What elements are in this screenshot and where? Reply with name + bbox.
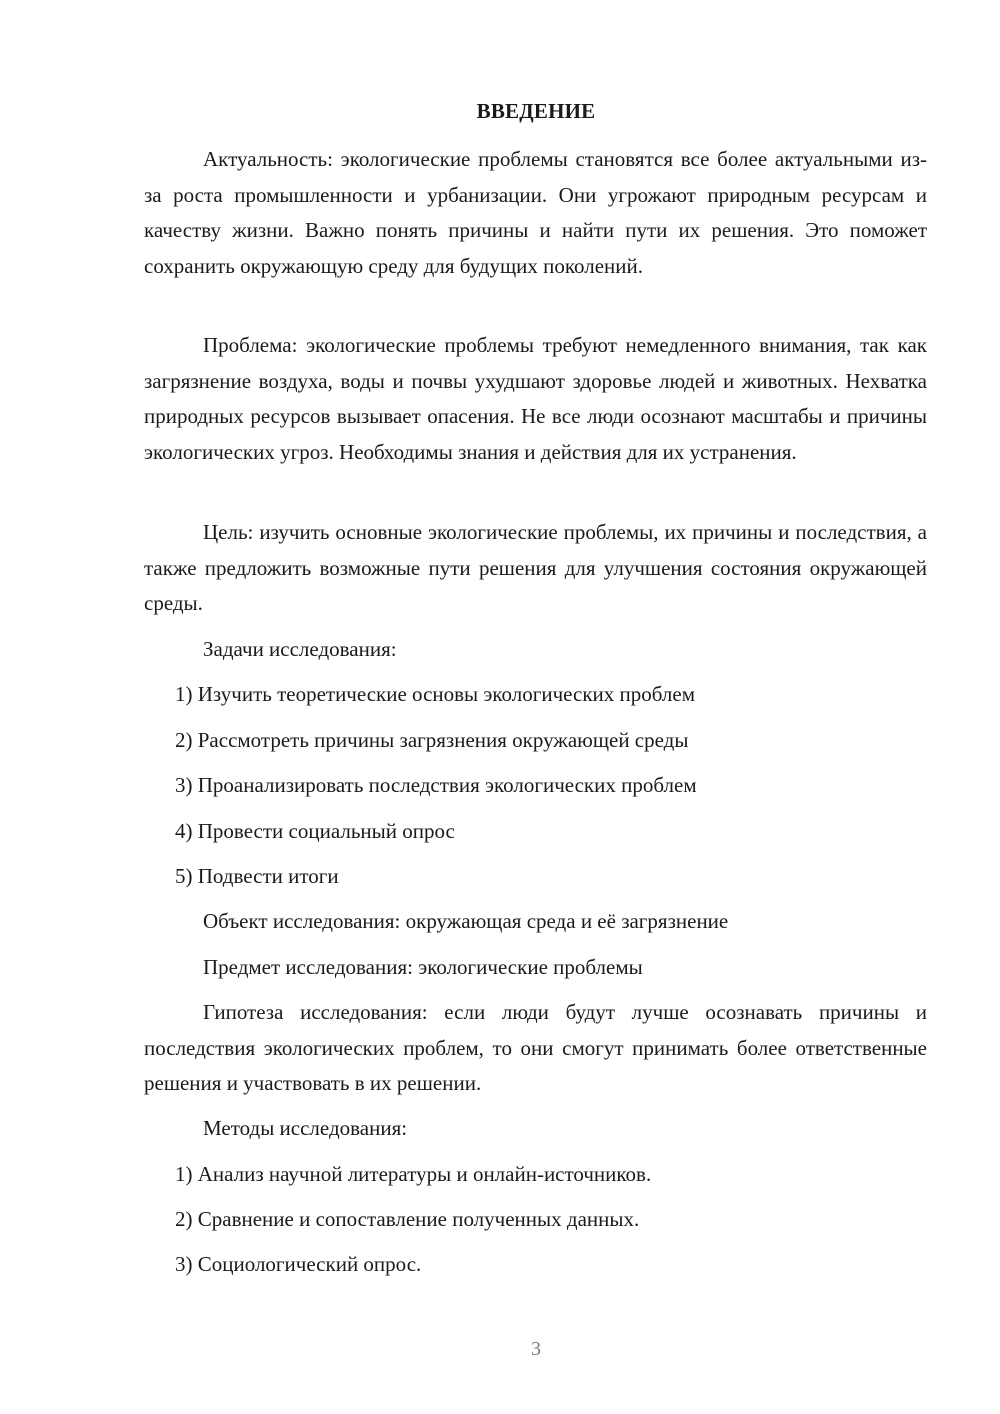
method-item: 2) Сравнение и сопоставление полученных данных. [175,1207,640,1231]
methods-heading: Методы исследования: [203,1116,408,1140]
page-number: 3 [531,1338,541,1360]
method-item: 1) Анализ научной литературы и онлайн-источников. [175,1162,652,1186]
task-item: 3) Проанализировать последствия экологических проблем [175,773,697,797]
research-subject: Предмет исследования: экологические проблемы [203,955,643,979]
relevance-paragraph: Актуальность: экологические проблемы становятся все более актуальными из-за роста промышленности и урбанизации. Они угрожают природным ресурсам и качеству жизни. Важно понять причины и найти пути их решения. Это поможет сохранить окружающую среду для будущих поколений. [144,147,927,278]
method-item: 3) Социологический опрос. [175,1252,422,1276]
hypothesis-paragraph: Гипотеза исследования: если люди будут лучше осознавать причины и последствия экологических проблем, то они смогут принимать более ответственные решения и участвовать в их решении. [144,1000,927,1095]
goal-paragraph: Цель: изучить основные экологические проблемы, их причины и последствия, а также предложить возможные пути решения для улучшения состояния окружающей среды. [144,520,927,615]
task-item: 4) Провести социальный опрос [175,819,455,843]
problem-paragraph: Проблема: экологические проблемы требуют немедленного внимания, так как загрязнение воздуха, воды и почвы ухудшают здоровье людей и животных. Нехватка природных ресурсов вызывает опасения. Не все люди осознают масштабы и причины экологических угроз. Необходимы знания и действия для их устранения. [144,333,927,464]
task-item: 5) Подвести итоги [175,864,339,888]
tasks-heading: Задачи исследования: [203,637,397,661]
research-object: Объект исследования: окружающая среда и её загрязнение [203,909,729,933]
task-item: 1) Изучить теоретические основы экологических проблем [175,682,696,706]
task-item: 2) Рассмотреть причины загрязнения окружающей среды [175,728,689,752]
page-title: ВВЕДЕНИЕ [476,99,596,123]
